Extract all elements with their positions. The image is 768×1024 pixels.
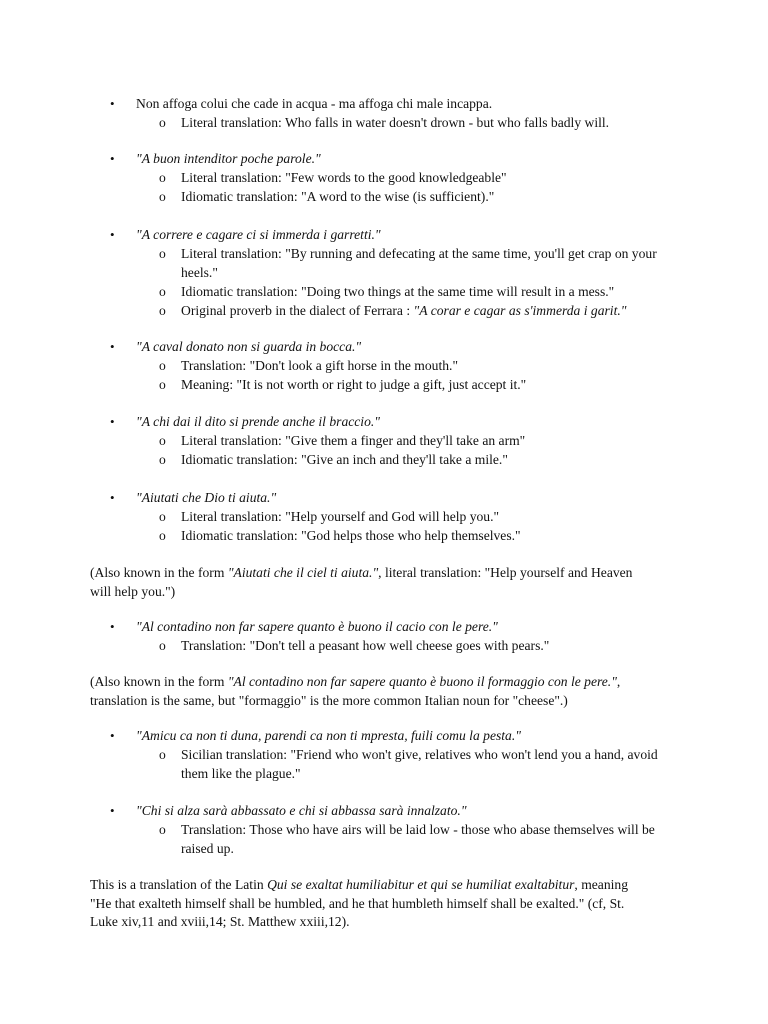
translation-item [0, 431, 681, 450]
translation-text: "Give an inch and they'll take a mile." [301, 452, 508, 467]
proverb-item [0, 95, 768, 132]
translation-text: "Don't tell a peasant how well cheese goes with pears." [249, 638, 550, 653]
translation-item [0, 282, 681, 301]
translation-item [0, 375, 681, 394]
sub-bullet-icon: o [159, 303, 166, 318]
sub-bullet-icon: o [159, 189, 166, 204]
sub-bullet-icon: o [159, 452, 166, 467]
translation-label: Literal translation: [181, 433, 282, 448]
sub-bullet-icon: o [159, 377, 166, 392]
translation-label: Original proverb in the dialect of Ferrara : [181, 303, 411, 318]
note-italic-text: Qui se exaltat humiliabitur et qui se humiliat exaltabitur [267, 877, 575, 892]
translation-item [0, 636, 681, 655]
bullet-icon: • [110, 96, 115, 111]
bullet-icon: • [110, 339, 115, 354]
note-text: (Also known in the form [90, 674, 228, 689]
note-text: (Also known in the form [90, 565, 228, 580]
sub-bullet-icon: o [159, 284, 166, 299]
translation-text: "God helps those who help themselves." [301, 528, 521, 543]
translation-label: Idiomatic translation: [181, 452, 298, 467]
bullet-icon: • [110, 151, 115, 166]
bullet-icon: • [110, 490, 115, 505]
translation-text: Those who have airs will be laid low - those who abase themselves will be raised up. [181, 822, 655, 856]
proverb-item [0, 150, 768, 206]
note-text: , meaning "He that exalteth himself shall be humbled, and he that humbleth himself shall be exalted." (cf, St. Luke xiv,11 and xviii,14; St. Matthew xxiii,12). [90, 877, 629, 929]
translation-item [0, 526, 681, 545]
translation-label: Idiomatic translation: [181, 528, 298, 543]
sub-bullet-icon: o [159, 170, 166, 185]
translation-label: Meaning: [181, 377, 234, 392]
note-paragraph [90, 564, 650, 601]
translation-label: Idiomatic translation: [181, 284, 298, 299]
sub-bullet-icon: o [159, 747, 166, 762]
translation-item [0, 356, 681, 375]
translation-item [0, 820, 681, 858]
proverb-text: "Aiutati che Dio ti aiuta." [136, 490, 277, 505]
note-paragraph [90, 673, 665, 710]
sub-bullet-icon: o [159, 358, 166, 373]
note-text: , translation is the same, but "formaggio" is the more common Italian noun for "cheese".) [90, 674, 621, 708]
note-text: , literal translation: "Help yourself and Heaven will help you.") [90, 565, 633, 599]
translation-text: "Friend who won't give, relatives who won't lend you a hand, avoid them like the plague." [181, 747, 658, 781]
proverb-text: "Chi si alza sarà abbassato e chi si abbassa sarà innalzato." [136, 803, 467, 818]
translation-text: "Help yourself and God will help you." [285, 509, 500, 524]
proverb-text: "A caval donato non si guarda in bocca." [136, 339, 362, 354]
translation-label: Translation: [181, 822, 247, 837]
sub-bullet-icon: o [159, 509, 166, 524]
translation-label: Literal translation: [181, 115, 282, 130]
proverb-item [0, 226, 768, 320]
proverb-item [0, 802, 768, 858]
translation-text: "Doing two things at the same time will result in a mess." [301, 284, 615, 299]
proverb-text: "A buon intenditor poche parole." [136, 151, 321, 166]
translation-item [0, 113, 681, 132]
translation-text: Who falls in water doesn't drown - but who falls badly will. [284, 115, 610, 130]
translation-item [0, 168, 681, 187]
translation-text: "A word to the wise (is sufficient)." [301, 189, 495, 204]
note-paragraph [90, 876, 650, 932]
proverb-item [0, 618, 768, 655]
translation-text: "By running and defecating at the same time, you'll get crap on your heels." [181, 246, 657, 280]
proverb-text: "Al contadino non far sapere quanto è buono il cacio con le pere." [136, 619, 498, 634]
translation-item [0, 187, 681, 206]
proverb-item [0, 338, 768, 394]
note-text: This is a translation of the Latin [90, 877, 268, 892]
sub-bullet-icon: o [159, 246, 166, 261]
translation-item [0, 450, 681, 469]
sub-bullet-icon: o [159, 822, 166, 837]
translation-label: Literal translation: [181, 509, 282, 524]
note-italic-text: "Al contadino non far sapere quanto è buono il formaggio con le pere." [227, 674, 617, 689]
bullet-icon: • [110, 728, 115, 743]
bullet-icon: • [110, 803, 115, 818]
translation-text: "Few words to the good knowledgeable" [285, 170, 507, 185]
sub-bullet-icon: o [159, 638, 166, 653]
sub-bullet-icon: o [159, 433, 166, 448]
translation-label: Idiomatic translation: [181, 189, 298, 204]
translation-text: "Don't look a gift horse in the mouth." [249, 358, 458, 373]
proverb-item [0, 413, 768, 469]
bullet-icon: • [110, 414, 115, 429]
translation-label: Translation: [181, 358, 247, 373]
translation-label: Literal translation: [181, 170, 282, 185]
sub-bullet-icon: o [159, 115, 166, 130]
proverb-text: Non affoga colui che cade in acqua - ma affoga chi male incappa. [136, 96, 493, 111]
translation-text: "It is not worth or right to judge a gift, just accept it." [236, 377, 527, 392]
translation-item [0, 244, 681, 282]
translation-text: "Give them a finger and they'll take an arm" [285, 433, 526, 448]
translation-item [0, 301, 681, 320]
note-italic-text: "Aiutati che il ciel ti aiuta." [227, 565, 379, 580]
proverb-item [0, 727, 768, 783]
proverb-text: "Amicu ca non ti duna, parendi ca non ti mpresta, fuili comu la pesta." [136, 728, 521, 743]
translation-label: Literal translation: [181, 246, 282, 261]
bullet-icon: • [110, 227, 115, 242]
translation-label: Sicilian translation: [181, 747, 288, 762]
translation-label: Translation: [181, 638, 247, 653]
proverb-text: "A chi dai il dito si prende anche il braccio." [136, 414, 380, 429]
translation-text: "A corar e cagar as s'immerda i garit." [413, 303, 627, 318]
sub-bullet-icon: o [159, 528, 166, 543]
translation-item [0, 745, 681, 783]
proverb-text: "A correre e cagare ci si immerda i garretti." [136, 227, 381, 242]
bullet-icon: • [110, 619, 115, 634]
proverb-item [0, 489, 768, 545]
translation-item [0, 507, 681, 526]
